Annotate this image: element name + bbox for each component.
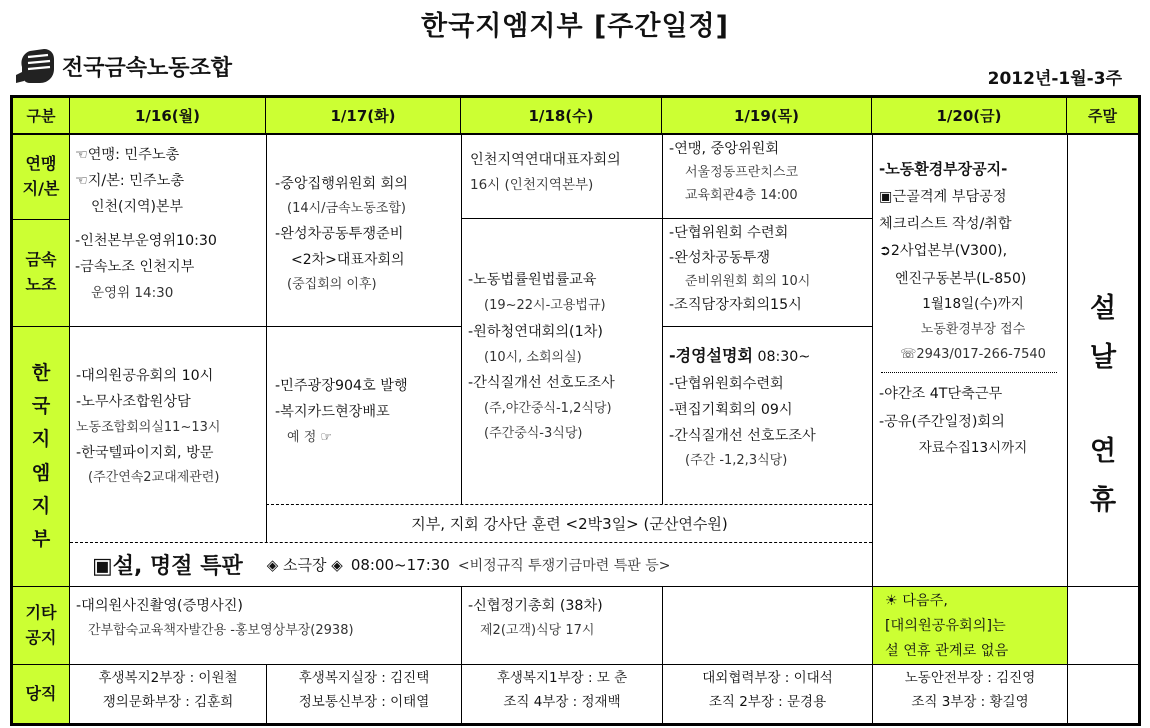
special-time: 08:00~17:30 [350, 555, 450, 574]
thu-federation-cell [662, 135, 872, 218]
mon-fed-line: 인천(지역)본부 [91, 198, 184, 215]
duty-tue-line: 후생복지실장 : 김진택 [298, 670, 430, 686]
mon-federation-cell [75, 142, 265, 222]
thu-gm-head-title: -경영설명회 [669, 346, 753, 365]
header-day-fri: 1/20(금) [872, 98, 1067, 135]
fist-icon [14, 45, 58, 87]
mon-fed-line: ☜연맹: 민주노총 [75, 147, 180, 163]
week-label: 2012년-1월-3주 [987, 69, 1122, 89]
special-sale-row [70, 542, 872, 586]
union-logo [14, 44, 232, 88]
wed-mid-line: -원하청연대회의(1차) [468, 323, 603, 340]
tue-gm-line: -복지카드현장배포 [275, 404, 390, 421]
fri-notice-line: 1월18일(수)까지 [922, 296, 1024, 313]
mon-metal-line: -인천본부운영위10:30 [75, 233, 217, 249]
fri-divider [881, 372, 1057, 373]
fri-notice-title: -노동환경부장공지- [879, 160, 1008, 178]
thu-gm-line: -간식질개선 선호도조사 [669, 428, 816, 445]
label-metal-line2: 노조 [25, 275, 57, 294]
mon-gm-line: -한국텔파이지회, 방문 [76, 444, 214, 461]
mon-gm-line: -노무사조합원상담 [76, 394, 191, 411]
wed-mid-line: -간식질개선 선호도조사 [468, 375, 615, 392]
header-category: 구분 [13, 98, 70, 135]
mon-gm-line: 노동조합회의실11~13시 [76, 419, 221, 435]
thu-metal-line: -단협위원회 수련회 [669, 225, 789, 241]
tue-top-cell [266, 135, 461, 326]
duty-mon-line: 쟁의문화부장 : 김훈희 [102, 693, 234, 710]
label-other [13, 586, 70, 664]
other-mon-cell [70, 586, 461, 664]
other-weekend-cell [1067, 586, 1138, 664]
label-metal-line1: 금속 [25, 250, 57, 270]
wed-mid-line: (19~22시-고용법규) [484, 297, 606, 313]
label-gm-char: 부 [31, 528, 51, 550]
label-duty-text: 당직 [25, 683, 57, 703]
header-weekend: 주말 [1067, 98, 1138, 135]
other-fri-line: [대의원공유회의]는 [885, 617, 1006, 634]
mon-metal-cell [75, 228, 265, 324]
duty-thu-line: 대외협력부장 : 이대석 [702, 670, 833, 686]
tue-top-line: (14시/금속노동조합) [287, 201, 406, 217]
other-wed-line: 제2(고객)식당 17시 [480, 623, 595, 639]
duty-fri-cell [872, 664, 1067, 723]
thu-gm-line: (주간 -1,2,3식당) [685, 453, 788, 469]
weekend-cell [1067, 135, 1138, 586]
label-gm-char: 한 [31, 361, 51, 384]
mon-metal-line: -금속노조 인천지부 [75, 259, 195, 276]
other-fri-line: ☀ 다음주, [885, 593, 948, 609]
wed-top-line: 인천지역연대대표자회의 [470, 152, 621, 168]
wed-top-cell [461, 135, 662, 218]
header-day-mon: 1/16(월) [70, 98, 266, 135]
special-title: ▣설, 명절 특판 [92, 554, 243, 579]
fri-notice-line: 노동환경부장 접수 [920, 322, 1026, 338]
fri-notice-line: ➲2사업본부(V300), [879, 243, 1008, 260]
duty-thu-line: 조직 2부장 : 문경용 [708, 693, 827, 710]
mon-metal-line: 운영위 14:30 [91, 284, 174, 301]
fri-notice-line: 엔진구동본부(L-850) [895, 270, 1027, 287]
wed-mid-line: -노동법률원법률교육 [468, 272, 597, 288]
thu-metal-line: -완성차공동투쟁 [669, 249, 771, 266]
tue-gm-line: -민주광장904호 발행 [275, 378, 408, 394]
wed-top-line: 16시 (인천지역본부) [470, 177, 594, 194]
mon-fed-line: ☜지/본: 민주노총 [75, 173, 185, 190]
duty-mon-line: 후생복지2부장 : 이원철 [98, 670, 238, 686]
mon-gm-line: (주간연속2교대제관련) [88, 469, 220, 485]
duty-tue-line: 정보통신부장 : 이태열 [298, 693, 430, 710]
special-place: ◈ 소극장 ◈ [266, 556, 343, 574]
thu-gm-cell [662, 326, 872, 504]
fri-after-line: -공유(주간일정)회의 [879, 413, 1005, 430]
label-other-line1: 기타 [25, 602, 57, 622]
duty-wed-cell [461, 664, 662, 723]
duty-fri-line: 노동안전부장 : 김진영 [904, 670, 1036, 686]
tue-top-line: -중앙집행위원회 회의 [275, 176, 408, 192]
other-wed-cell [461, 586, 662, 664]
other-wed-line: -신협정기총회 (38차) [468, 598, 603, 614]
other-mon-line: 간부합숙교육책자발간용 -홍보영상부장(2938) [88, 623, 354, 639]
label-duty [13, 664, 70, 723]
duty-fri-line: 조직 3부장 : 황길영 [911, 693, 1029, 710]
weekend-char: 날 [1089, 341, 1117, 373]
fri-after-line: -야간조 4T단축근무 [879, 386, 1003, 403]
wed-mid-line: (10시, 소회의실) [484, 349, 582, 365]
label-federation-line2: 지/본 [22, 179, 60, 198]
other-thu-cell [662, 586, 872, 664]
label-gm-char: 지 [31, 494, 51, 517]
label-federation [13, 135, 70, 219]
page-title: 한국지엠지부 [주간일정] [421, 11, 729, 42]
tue-top-line: -완성차공동투쟁준비 [275, 226, 404, 243]
thu-fed-line: 교육회관4층 14:00 [685, 187, 798, 203]
duty-wed-line: 조직 4부장 : 정재백 [503, 693, 621, 710]
mon-gm-line: -대의원공유회의 10시 [76, 368, 214, 384]
thu-gm-head-time: 08:30~ [757, 349, 811, 365]
thu-gm-line: -단협위원회수련회 [669, 375, 784, 392]
weekend-char: 휴 [1089, 484, 1117, 516]
other-fri-cell [872, 586, 1067, 664]
training-row [266, 504, 872, 542]
thu-metal-line: -조직담장자회의15시 [669, 297, 802, 314]
fri-notice-line: 체크리스트 작성/취합 [879, 216, 1012, 233]
duty-wed-line: 후생복지1부장 : 모 춘 [496, 670, 628, 686]
schedule-table [10, 95, 1141, 726]
label-gm [13, 326, 70, 586]
header-day-thu: 1/19(목) [662, 98, 872, 135]
special-note: <비정규직 투쟁기금마련 특판 등> [457, 557, 671, 574]
thu-fed-line: 서울정동프란치스코 [685, 164, 799, 180]
fri-notice-line: ▣근골격계 부담공정 [879, 188, 1007, 205]
label-other-line2: 공지 [25, 627, 57, 647]
label-gm-char: 지 [31, 428, 51, 451]
duty-thu-cell [662, 664, 872, 723]
org-name: 전국금속노동조합 [62, 55, 233, 81]
wed-mid-cell [461, 218, 662, 504]
thu-metal-cell [662, 218, 872, 326]
fri-after-line: 자료수집13시까지 [918, 439, 1028, 456]
tue-top-line: <2차>대표자회의 [291, 251, 405, 268]
tue-top-line: (중집회의 이후) [287, 277, 377, 293]
weekend-char: 설 [1089, 293, 1117, 324]
training-text: 지부, 지회 강사단 훈련 <2박3일> (군산연수원) [411, 515, 728, 533]
weekend-char: 연 [1089, 436, 1117, 468]
fri-cell [872, 135, 1067, 586]
header-day-tue: 1/17(화) [266, 98, 461, 135]
thu-gm-line: -편집기획회의 09시 [669, 401, 793, 418]
wed-mid-line: (주,야간중식-1,2식당) [484, 401, 612, 417]
other-mon-line: -대의원사진촬영(증명사진) [76, 598, 243, 614]
wed-mid-line: (주간중식-3식당) [484, 426, 583, 442]
other-fri-line: 설 연휴 관계로 없음 [885, 642, 1009, 659]
tue-gm-cell [266, 326, 461, 504]
tue-gm-line: 예 정 ☞ [287, 429, 333, 445]
label-gm-char: 엠 [31, 461, 51, 484]
label-federation-line1: 연맹 [25, 154, 57, 174]
label-gm-char: 국 [31, 395, 51, 417]
header-day-wed: 1/18(수) [461, 98, 662, 135]
fri-notice-line: ☏2943/017-266-7540 [900, 347, 1046, 363]
thu-gm-head [669, 341, 872, 371]
label-metal [13, 219, 70, 326]
duty-mon-cell [70, 664, 266, 723]
mon-gm-cell [70, 326, 266, 504]
thu-fed-line: -연맹, 중앙위원회 [669, 141, 780, 157]
duty-weekend-cell [1067, 664, 1138, 723]
duty-tue-cell [266, 664, 461, 723]
thu-metal-line: 준비위원회 회의 10시 [685, 273, 811, 289]
